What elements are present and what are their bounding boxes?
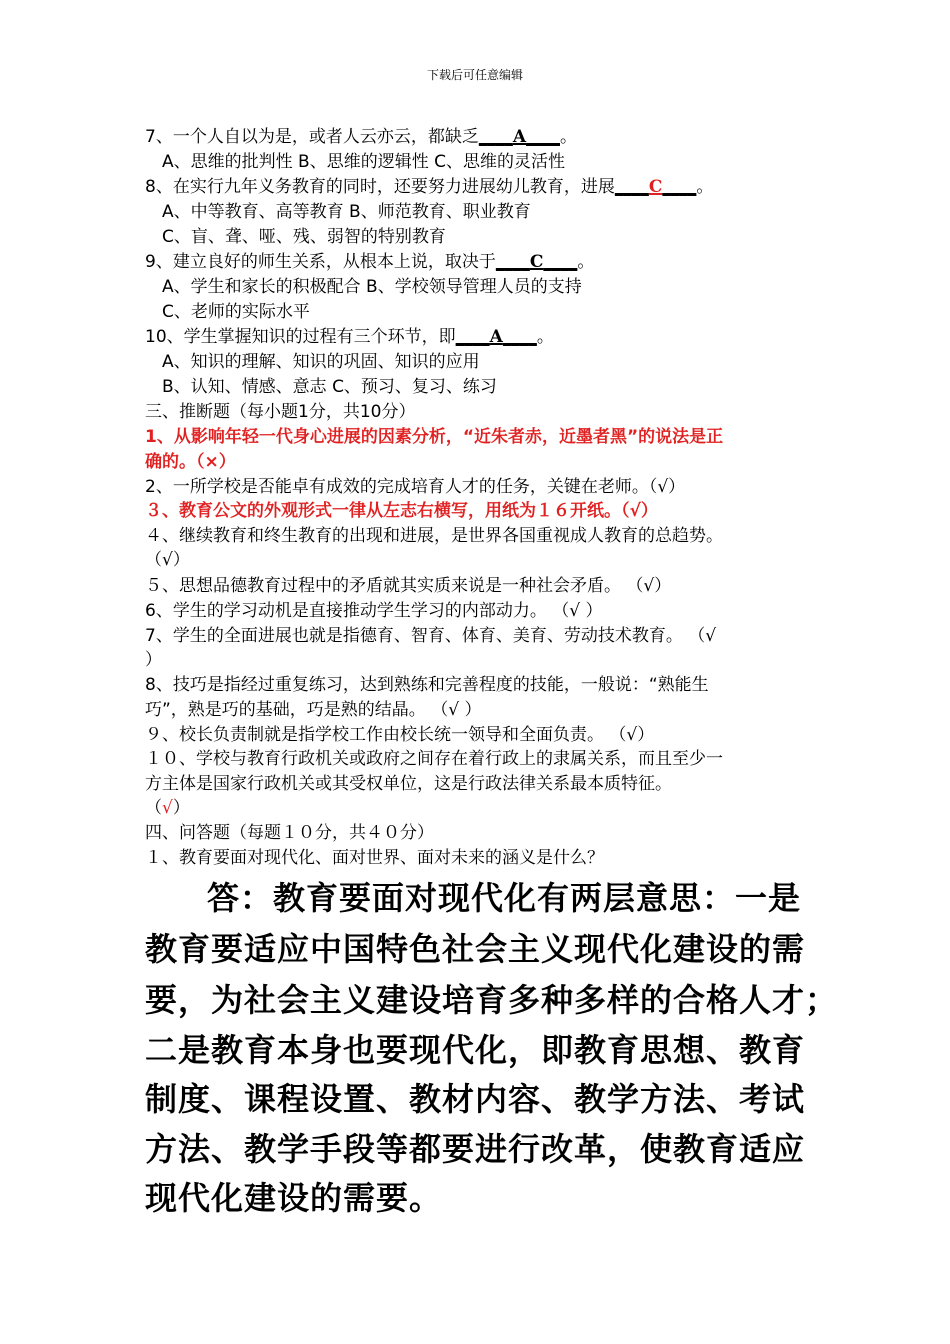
question-10-options-1: A、知识的理解、知识的巩固、知识的应用 xyxy=(162,352,480,372)
paren-open: （ xyxy=(145,798,162,818)
question-8-options-1: A、中等教育、高等教育 B、师范教育、职业教育 xyxy=(162,202,531,222)
answer-line-3: 要，为社会主义建设培育多种多样的合格人才； xyxy=(145,981,839,1019)
check-mark: √ xyxy=(162,798,173,818)
answer-value: C xyxy=(529,252,544,272)
judgment-8-line-2: 巧”，熟是巧的基础，巧是熟的结晶。 （√ ） xyxy=(145,700,482,720)
paren-close: ） xyxy=(172,798,190,818)
question-text: 10、学生掌握知识的过程有三个环节，即 xyxy=(145,327,456,347)
judgment-10-line-1: １０、学校与教育行政机关或政府之间存在着行政上的隶属关系，而且至少一 xyxy=(145,749,723,769)
question-end: 。 xyxy=(536,327,554,347)
answer-blank-left: ____ xyxy=(478,127,513,147)
answer-blank-right: ____ xyxy=(526,127,561,147)
answer-value: A xyxy=(512,127,527,147)
judgment-10-line-3 xyxy=(145,797,190,819)
judgment-4-line-1: ４、继续教育和终生教育的出现和进展，是世界各国重视成人教育的总趋势。 xyxy=(145,526,723,546)
answer-value: C xyxy=(648,177,663,197)
section-3-heading: 三、推断题（每小题1分，共10分） xyxy=(145,402,416,422)
answer-blank-right: ____ xyxy=(662,177,697,197)
question-end: 。 xyxy=(560,127,578,147)
answer-line-2: 教育要适应中国特色社会主义现代化建设的需 xyxy=(145,930,806,968)
question-8-options-2: C、盲、聋、哑、残、弱智的特别教育 xyxy=(162,227,446,247)
judgment-4-line-2: （√） xyxy=(145,550,190,570)
answer-blank-right: ____ xyxy=(543,252,578,272)
judgment-5: ５、思想品德教育过程中的矛盾就其实质来说是一种社会矛盾。 （√） xyxy=(145,576,672,596)
judgment-2: 2、一所学校是否能卓有成效的完成培育人才的任务，关键在老师。（√） xyxy=(145,477,686,497)
question-text: 9、建立良好的师生关系，从根本上说，取决于 xyxy=(145,252,496,272)
judgment-1-line-2: 确的。（×） xyxy=(145,452,236,472)
answer-blank-right: ____ xyxy=(502,327,537,347)
answer-value: A xyxy=(489,327,503,347)
judgment-3: ３、教育公文的外观形式一律从左志右横写，用纸为１６开纸。（√） xyxy=(145,501,658,521)
question-text: 7、一个人自以为是，或者人云亦云，都缺乏 xyxy=(145,127,479,147)
judgment-8-line-1: 8、技巧是指经过重复练习，达到熟练和完善程度的技能，一般说：“熟能生 xyxy=(145,675,709,695)
judgment-1-line-1: 1、从影响年轻一代身心进展的因素分析，“近朱者赤，近墨者黑”的说法是正 xyxy=(145,427,724,447)
judgment-9: ９、校长负责制就是指学校工作由校长统一领导和全面负责。 （√） xyxy=(145,725,655,745)
section-4-heading: 四、问答题（每题１０分，共４０分） xyxy=(145,823,434,843)
question-9-options-1: A、学生和家长的积极配合 B、学校领导管理人员的支持 xyxy=(162,277,582,297)
question-10-options-2: B、认知、情感、意志 C、预习、复习、练习 xyxy=(162,377,497,397)
judgment-10-line-2: 方主体是国家行政机关或其受权单位，这是行政法律关系最本质特征。 xyxy=(145,774,672,794)
question-7-options: A、思维的批判性 B、思维的逻辑性 C、思维的灵活性 xyxy=(162,152,565,172)
question-9-options-2: C、老师的实际水平 xyxy=(162,302,310,322)
question-end: 。 xyxy=(696,177,714,197)
question-10 xyxy=(145,326,554,348)
question-end: 。 xyxy=(577,252,595,272)
qa-question-1: １、教育要面对现代化、面对世界、面对未来的涵义是什么？ xyxy=(145,848,604,868)
question-text: 8、在实行九年义务教育的同时，还要努力进展幼儿教育，进展 xyxy=(145,177,615,197)
answer-line-5: 制度、课程设置、教材内容、教学方法、考试 xyxy=(145,1080,806,1118)
answer-line-4: 二是教育本身也要现代化，即教育思想、教育 xyxy=(145,1031,806,1069)
judgment-7-line-2: ） xyxy=(145,650,162,670)
question-9 xyxy=(145,251,594,273)
question-7 xyxy=(145,126,577,148)
judgment-7-line-1: 7、学生的全面进展也就是指德育、智育、体育、美育、劳动技术教育。 （√ xyxy=(145,626,717,646)
answer-blank-left: ____ xyxy=(495,252,530,272)
question-8 xyxy=(145,176,713,198)
answer-blank-left: ____ xyxy=(455,327,490,347)
answer-line-7: 现代化建设的需要。 xyxy=(145,1179,443,1217)
judgment-6: 6、学生的学习动机是直接推动学生学习的内部动力。 （√ ） xyxy=(145,601,603,621)
answer-blank-left: ____ xyxy=(614,177,649,197)
page-header: 下载后可任意编辑 xyxy=(426,68,523,82)
answer-line-6: 方法、教学手段等都要进行改革，使教育适应 xyxy=(145,1130,806,1168)
answer-line-1: 答：教育要面对现代化有两层意思：一是 xyxy=(207,879,802,917)
